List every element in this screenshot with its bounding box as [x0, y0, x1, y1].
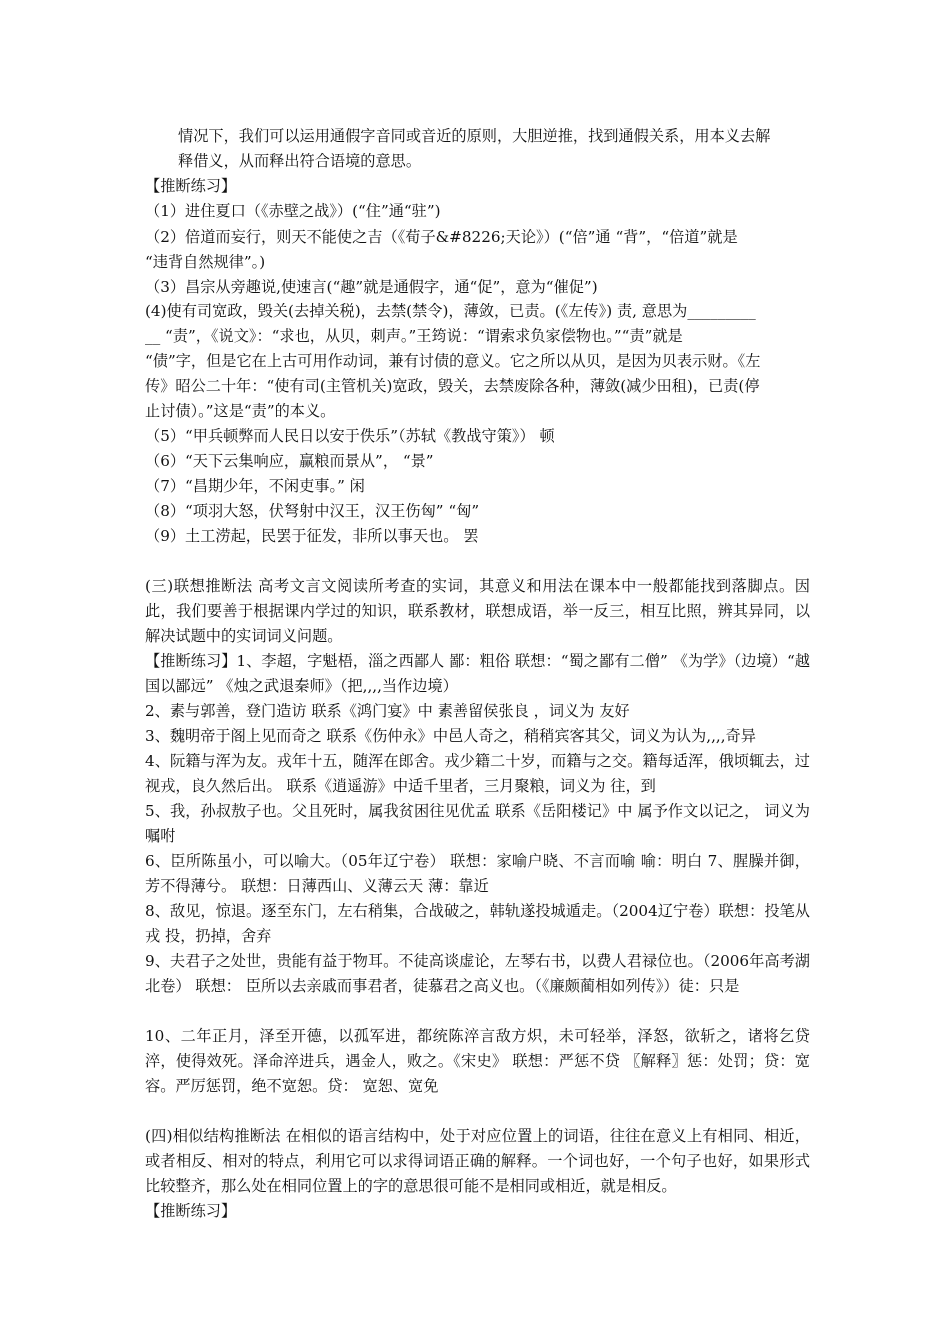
- practice-item: “债”字，但是它在上古可用作动词，兼有讨债的意义。它之所以从贝，是因为贝表示财。《左: [145, 352, 761, 370]
- section-3-item: 8、敌见，惊退。逐至东门，左右稍集，合战破之，韩轨遂投城遁走。（2004辽宁卷）联想：投笔从戎 投，扔掉，舍弃: [145, 902, 810, 945]
- practice-item: （1）进住夏口（《赤壁之战》）(“住”通“驻”): [145, 202, 441, 220]
- practice-item: (4)使有司宽政，毁关(去掉关税)，去禁(禁令)，薄敛，已责。(《左传》) 责, 意思为_________: [145, 302, 756, 320]
- practice-item: （3）昌宗从旁趣说,使速言(“趣”就是通假字，通“促”，意为“催促”): [145, 278, 598, 296]
- section-3-item: 10、二年正月，泽至开德，以孤军进，都统陈淬言敌方炽，未可轻举，泽怒，欲斩之，诸将乞贷淬，使得效死。泽命淬进兵，遇金人，败之。《宋史》 联想：严惩不贷 〖解释〗惩：处罚；贷：宽容。严厉惩罚，绝不宽恕。贷： 宽恕、宽免: [145, 1027, 810, 1095]
- practice-item: 传》昭公二十年：“使有司(主管机关)宽政，毁关，去禁废除各种，薄敛(减少田租)，已责(停: [145, 377, 760, 395]
- practice-item: 止讨债）。”这是“责”的本义。: [145, 402, 336, 420]
- section-3-item: 3、魏明帝于阁上见而奇之 联系《伤仲永》中邑人奇之，稍稍宾客其父，词义为认为,,,,奇异: [145, 727, 756, 745]
- practice-item: （7）“昌期少年，不闲吏事。” 闲: [145, 477, 365, 495]
- paragraph-line: 情况下，我们可以运用通假字音同或音近的原则，大胆逆推，找到通假关系，用本义去解: [178, 127, 771, 145]
- practice-item: （6）“天下云集响应，赢粮而景从”， “景”: [145, 452, 434, 470]
- practice-item: （9）土工涝起，民罢于征发，非所以事天也。 罢: [145, 527, 479, 545]
- section-3-item: 【推断练习】1、李超，字魁梧，淄之西鄙人 鄙：粗俗 联想：“蜀之鄙有二僧” 《为学》（边境）“越国以鄙远” 《烛之武退秦师》（把,,,,当作边境）: [145, 652, 810, 695]
- section-3-intro: (三)联想推断法 高考文言文阅读所考查的实词，其意义和用法在课本中一般都能找到落脚点。因此，我们要善于根据课内学过的知识，联系教材，联想成语，举一反三，相互比照，辨其异同，以解决试题中的实词词义问题。: [145, 577, 810, 645]
- section-3-item: 9、夫君子之处世，贵能有益于物耳。不徒高谈虚论，左琴右书，以费人君禄位也。（2006年高考湖北卷） 联想： 臣所以去亲戚而事君者，徒慕君之高义也。（《廉颇蔺相如列传》）徒：只是: [145, 952, 810, 995]
- section-4-intro: (四)相似结构推断法 在相似的语言结构中，处于对应位置上的词语，往往在意义上有相同、相近，或者相反、相对的特点，利用它可以求得词语正确的解释。一个词也好，一个句子也好，如果形式比较整齐，那么处在相同位置上的字的意思很可能不是相同或相近，就是相反。: [145, 1127, 810, 1195]
- practice-item: （5）“甲兵顿弊而人民日以安于佚乐”（苏轼《教战守策》） 顿: [145, 427, 555, 445]
- practice-item: __ “责”，《说文》：“求也，从贝，刺声。”王筠说：“谓索求负家偿物也。”“责”就是: [145, 327, 683, 345]
- section-3-item: 5、我，孙叔敖子也。父且死时，属我贫困往见优孟 联系《岳阳楼记》中 属予作文以记之， 词义为 嘱咐: [145, 802, 810, 845]
- section-3-item: 4、阮籍与浑为友。戎年十五，随浑在郎舍。戎少籍二十岁，而籍与之交。籍每适浑，俄顷辄去，过视戎，良久然后出。 联系《逍遥游》中适千里者，三月聚粮，词义为 往，到: [145, 752, 810, 795]
- practice-item: （8）“项羽大怒，伏弩射中汉王，汉王伤匈” “匈”: [145, 502, 480, 520]
- section-3-item: 6、臣所陈虽小，可以喻大。（05年辽宁卷） 联想：家喻户晓、不言而喻 喻：明白 7、腥臊并御，芳不得薄兮。 联想：日薄西山、义薄云天 薄：靠近: [145, 852, 810, 895]
- practice-heading: 【推断练习】: [145, 1202, 237, 1220]
- practice-heading: 【推断练习】: [145, 177, 237, 195]
- practice-item: （2）倍道而妄行，则天不能使之吉（《荀子&#8226;天论》）(“倍”通 “背”，“倍道”就是: [145, 228, 738, 246]
- paragraph-line: 释借义，从而释出符合语境的意思。: [178, 152, 421, 170]
- practice-item: “违背自然规律”。): [145, 253, 266, 271]
- section-3-item: 2、素与郭善，登门造访 联系《鸿门宴》中 素善留侯张良 ，词义为 友好: [145, 702, 630, 720]
